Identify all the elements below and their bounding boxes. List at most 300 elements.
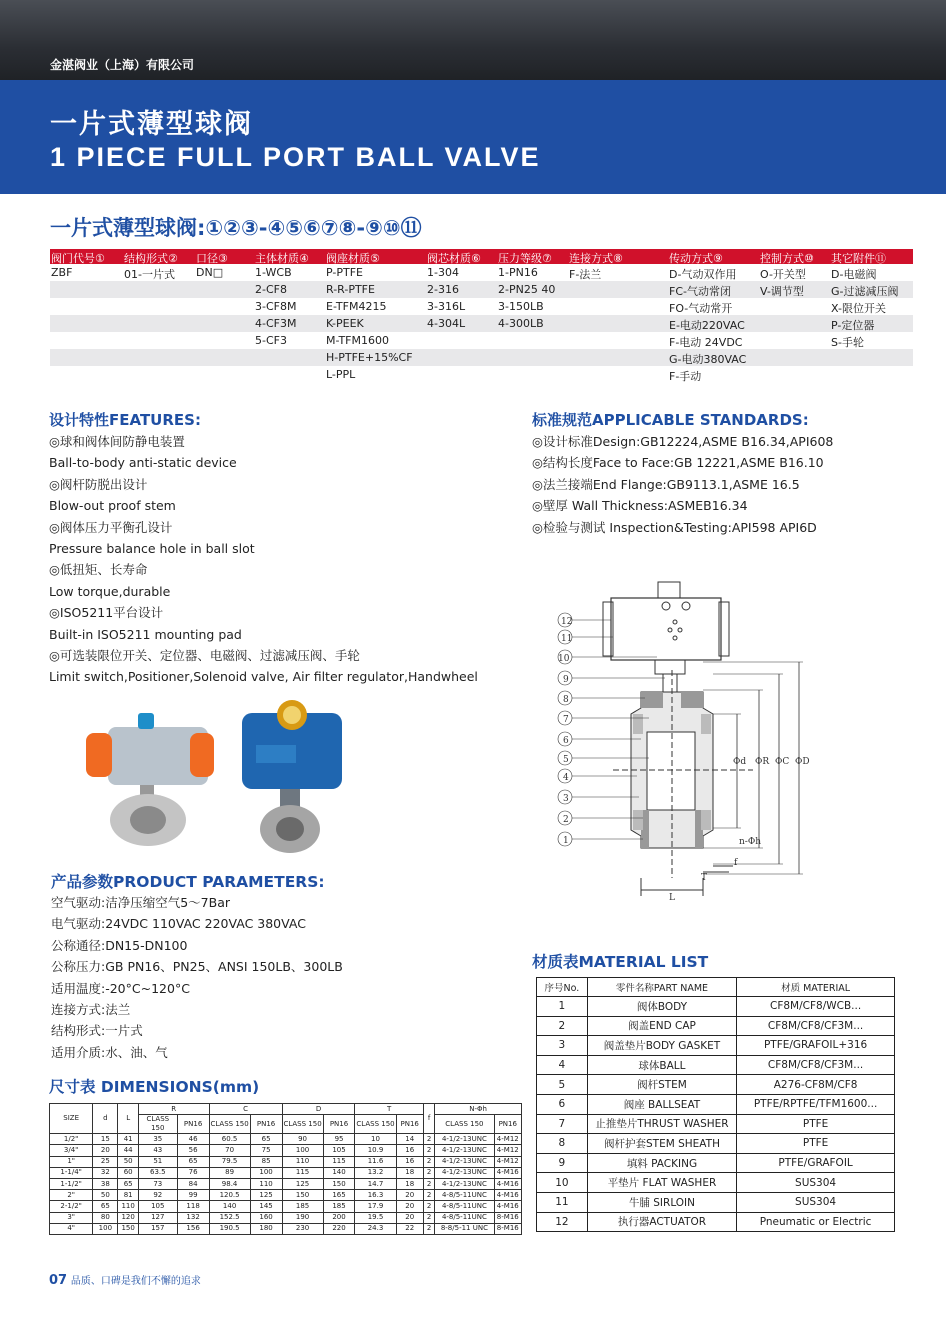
dims-cell: 220 <box>323 1223 355 1234</box>
table-row <box>50 1201 522 1212</box>
dims-cell: 2 <box>423 1178 434 1189</box>
mat-header: 序号No. <box>537 978 588 997</box>
mat-cell: PTFE/RPTFE/TFM1600... <box>737 1094 895 1114</box>
dims-cell: 1/2" <box>50 1134 93 1145</box>
dim-phi-d: Φd <box>733 757 747 767</box>
dims-cell: 80 <box>93 1212 118 1223</box>
mat-cell: 阀杆STEM <box>587 1075 736 1095</box>
mat-cell: 7 <box>537 1114 588 1134</box>
dims-cell: 76 <box>177 1167 209 1178</box>
dim-phi-upper-d: ΦD <box>795 757 810 767</box>
dims-cell: 32 <box>93 1167 118 1178</box>
dim-f: f <box>734 858 738 868</box>
dims-head-pn16: PN16 <box>396 1115 423 1134</box>
dims-head-t: T <box>355 1104 423 1115</box>
dims-cell: 4-1/2-13UNC <box>435 1156 494 1167</box>
dims-head-l: L <box>118 1104 139 1134</box>
mat-cell: 填料 PACKING <box>587 1153 736 1173</box>
dims-cell: 60.5 <box>209 1134 250 1145</box>
dims-cell: 150 <box>323 1178 355 1189</box>
dims-cell: 4-8/5-11UNC <box>435 1212 494 1223</box>
dims-cell: 4-1/2-13UNC <box>435 1134 494 1145</box>
dims-cell: 84 <box>177 1178 209 1189</box>
dims-cell: 4-1/2-13UNC <box>435 1178 494 1189</box>
list-item: ◎阀杆防脱出设计 <box>49 476 148 492</box>
mat-cell: 6 <box>537 1094 588 1114</box>
code-cell: 2-CF8 <box>255 283 287 296</box>
dims-cell: 1" <box>50 1156 93 1167</box>
table-row <box>537 1134 895 1154</box>
dims-head-r: R <box>138 1104 209 1115</box>
table-row <box>50 1134 522 1145</box>
dims-cell: 140 <box>323 1167 355 1178</box>
table-row <box>537 1153 895 1173</box>
table-row <box>50 1212 522 1223</box>
code-cell: O-开关型 <box>760 268 806 281</box>
dims-cell: 70 <box>209 1145 250 1156</box>
features-list <box>49 431 478 688</box>
code-cell: V-调节型 <box>760 285 804 298</box>
callout-12: 12 <box>561 617 573 627</box>
dims-cell: 98.4 <box>209 1178 250 1189</box>
code-header-7: 压力等级⑦ <box>498 252 552 265</box>
mat-cell: A276-CF8M/CF8 <box>737 1075 895 1095</box>
mat-cell: 11 <box>537 1192 588 1212</box>
dims-cell: 50 <box>118 1156 139 1167</box>
dims-cell: 2" <box>50 1190 93 1201</box>
code-cell: 1-WCB <box>255 266 292 279</box>
dims-cell: 79.5 <box>209 1156 250 1167</box>
table-row <box>537 1036 895 1056</box>
mat-cell: 阀杆护套STEM SHEATH <box>587 1134 736 1154</box>
dims-head-pn16: PN16 <box>177 1115 209 1134</box>
dims-head-f: f <box>423 1104 434 1134</box>
dims-cell: 100 <box>93 1223 118 1234</box>
callout-1: 1 <box>563 836 569 846</box>
dims-cell: 10.9 <box>355 1145 396 1156</box>
dims-cell: 4-M12 <box>494 1134 521 1145</box>
dims-cell: 65 <box>93 1201 118 1212</box>
code-cell: E-TFM4215 <box>326 300 387 313</box>
code-cell: 4-CF3M <box>255 317 297 330</box>
dims-cell: 150 <box>118 1223 139 1234</box>
list-item: ◎球和阀体间防静电装置 <box>49 434 185 449</box>
dims-head-class150: CLASS 150 <box>435 1115 494 1134</box>
dims-cell: 46 <box>177 1134 209 1145</box>
dims-title: 尺寸表 DIMENSIONS(mm) <box>49 1078 260 1096</box>
dims-cell: 81 <box>118 1190 139 1201</box>
dims-cell: 65 <box>177 1156 209 1167</box>
dims-cell: 89 <box>209 1167 250 1178</box>
dims-cell: 4-8/5-11UNC <box>435 1190 494 1201</box>
dims-cell: 4-M16 <box>494 1167 521 1178</box>
dims-cell: 92 <box>138 1190 177 1201</box>
dims-cell: 2 <box>423 1167 434 1178</box>
dims-cell: 120.5 <box>209 1190 250 1201</box>
mat-cell: Pneumatic or Electric <box>737 1212 895 1232</box>
dims-cell: 165 <box>323 1190 355 1201</box>
list-item: ◎结构长度Face to Face:GB 12221,ASME B16.10 <box>532 455 824 471</box>
mat-cell: 8 <box>537 1134 588 1154</box>
list-item: ◎可选装限位开关、定位器、电磁阀、过滤减压阀、手轮 <box>49 647 360 663</box>
dims-cell: 2-1/2" <box>50 1201 93 1212</box>
dims-cell: 16 <box>396 1156 423 1167</box>
dims-cell: 14 <box>396 1134 423 1145</box>
dims-cell: 4-8/5-11UNC <box>435 1201 494 1212</box>
mat-cell: 9 <box>537 1153 588 1173</box>
dims-cell: 60 <box>118 1167 139 1178</box>
table-row <box>537 1212 895 1232</box>
dims-cell: 4-M16 <box>494 1178 521 1189</box>
dims-head-class150: CLASS 150 <box>209 1115 250 1134</box>
callout-7: 7 <box>563 715 569 725</box>
dims-cell: 13.2 <box>355 1167 396 1178</box>
dims-cell: 8-8/5-11 UNC <box>435 1223 494 1234</box>
code-cell: H-PTFE+15%CF <box>326 351 413 364</box>
table-row <box>50 1156 522 1167</box>
code-cell: G-过滤减压阀 <box>831 285 899 298</box>
code-row <box>50 264 913 281</box>
code-header-10: 控制方式⑩ <box>760 252 814 265</box>
dims-cell: 41 <box>118 1134 139 1145</box>
code-cell: D-电磁阀 <box>831 268 877 281</box>
list-item: 电气驱动:24VDC 110VAC 220VAC 380VAC <box>51 916 306 932</box>
list-item: Limit switch,Positioner,Solenoid valve, Air filter regulator,Handwheel <box>49 669 478 685</box>
dims-cell: 100 <box>250 1167 282 1178</box>
code-cell: P-定位器 <box>831 319 875 332</box>
list-item: 适用温度:-20°C~120°C <box>51 980 190 996</box>
code-header-9: 传动方式⑨ <box>669 252 723 265</box>
dims-cell: 115 <box>282 1167 323 1178</box>
dims-cell: 75 <box>250 1145 282 1156</box>
code-cell: 2-PN25 40 <box>498 283 556 296</box>
dims-cell: 2 <box>423 1156 434 1167</box>
code-cell: F-法兰 <box>569 268 602 281</box>
dims-cell: 20 <box>396 1190 423 1201</box>
dims-cell: 190.5 <box>209 1223 250 1234</box>
dims-cell: 20 <box>396 1212 423 1223</box>
mat-cell: 10 <box>537 1173 588 1193</box>
code-cell: FC-气动常闭 <box>669 285 731 298</box>
code-cell: M-TFM1600 <box>326 334 389 347</box>
dims-cell: 43 <box>138 1145 177 1156</box>
dims-cell: 20 <box>396 1201 423 1212</box>
dims-cell: 105 <box>138 1201 177 1212</box>
code-header-8: 连接方式⑧ <box>569 252 623 265</box>
code-header-3: 口径③ <box>196 252 228 265</box>
table-row <box>50 1223 522 1234</box>
code-cell: 1-304 <box>427 266 459 279</box>
dims-cell: 230 <box>282 1223 323 1234</box>
page-title-cn: 一片式薄型球阀 <box>50 109 253 140</box>
code-row <box>50 298 913 315</box>
dims-cell: 85 <box>250 1156 282 1167</box>
features-title: 设计特性FEATURES: <box>49 411 201 429</box>
table-row <box>50 1178 522 1189</box>
code-cell: 5-CF3 <box>255 334 287 347</box>
mat-header: 材质 MATERIAL <box>737 978 895 997</box>
list-item: 适用介质:水、油、气 <box>51 1044 168 1060</box>
mat-cell: 阀座 BALLSEAT <box>587 1094 736 1114</box>
callout-11: 11 <box>561 634 573 644</box>
code-cell: P-PTFE <box>326 266 363 279</box>
code-cell: 3-316L <box>427 300 466 313</box>
dims-head-pn16: PN16 <box>250 1115 282 1134</box>
mat-cell: 阀盖垫片BODY GASKET <box>587 1036 736 1056</box>
dims-cell: 20 <box>93 1145 118 1156</box>
dims-cell: 118 <box>177 1201 209 1212</box>
dims-cell: 65 <box>250 1134 282 1145</box>
dims-cell: 156 <box>177 1223 209 1234</box>
list-item: ◎ISO5211平台设计 <box>49 605 164 621</box>
callout-5: 5 <box>563 755 569 765</box>
pneumatic-valve-photo <box>78 695 218 855</box>
code-cell: F-手动 <box>669 370 702 383</box>
code-row <box>50 332 913 349</box>
dims-cell: 150 <box>282 1190 323 1201</box>
dims-head-nh: N-Φh <box>435 1104 522 1115</box>
dims-cell: 8-M16 <box>494 1223 521 1234</box>
mat-cell: 5 <box>537 1075 588 1095</box>
dims-cell: 11.6 <box>355 1156 396 1167</box>
dims-cell: 2 <box>423 1201 434 1212</box>
dims-head-dd: D <box>282 1104 355 1115</box>
dims-cell: 16 <box>396 1145 423 1156</box>
dims-cell: 8-M16 <box>494 1212 521 1223</box>
code-table <box>50 249 913 383</box>
callout-4: 4 <box>563 773 569 783</box>
code-cell: X-限位开关 <box>831 302 886 315</box>
code-cell: DN□ <box>196 266 224 279</box>
callout-10: 10 <box>558 654 570 664</box>
dims-cell: 2 <box>423 1190 434 1201</box>
dims-cell: 38 <box>93 1178 118 1189</box>
table-row <box>537 997 895 1017</box>
callout-3: 3 <box>563 794 569 804</box>
list-item: Low torque,durable <box>49 583 171 599</box>
code-cell: ZBF <box>51 266 73 279</box>
company-name: 金湛阀业（上海）有限公司 <box>50 58 195 72</box>
table-row <box>537 1192 895 1212</box>
code-header-2: 结构形式② <box>124 252 178 265</box>
dims-cell: 125 <box>250 1190 282 1201</box>
dims-cell: 132 <box>177 1212 209 1223</box>
code-row <box>50 281 913 298</box>
code-cell: S-手轮 <box>831 336 864 349</box>
material-table <box>536 977 895 1232</box>
code-cell: FO-气动常开 <box>669 302 733 315</box>
electric-valve-photo <box>230 695 360 855</box>
callout-8: 8 <box>563 695 569 705</box>
table-row <box>50 1145 522 1156</box>
table-row <box>537 1114 895 1134</box>
dims-cell: 4-1/2-13UNC <box>435 1167 494 1178</box>
mat-cell: 12 <box>537 1212 588 1232</box>
dims-cell: 17.9 <box>355 1201 396 1212</box>
mat-cell: 止推垫片THRUST WASHER <box>587 1114 736 1134</box>
dims-cell: 51 <box>138 1156 177 1167</box>
code-cell: R-R-PTFE <box>326 283 375 296</box>
dims-cell: 63.5 <box>138 1167 177 1178</box>
dims-cell: 3" <box>50 1212 93 1223</box>
code-cell: F-电动 24VDC <box>669 336 743 349</box>
dims-cell: 3/4" <box>50 1145 93 1156</box>
mat-cell: 4 <box>537 1055 588 1075</box>
dims-cell: 2 <box>423 1212 434 1223</box>
list-item: 连接方式:法兰 <box>51 1001 131 1017</box>
code-row <box>50 315 913 332</box>
mat-header: 零件名称PART NAME <box>587 978 736 997</box>
list-item: Built-in ISO5211 mounting pad <box>49 626 242 642</box>
dims-cell: 4-M12 <box>494 1145 521 1156</box>
code-table-header <box>50 249 913 264</box>
code-header-6: 阀芯材质⑥ <box>427 252 481 265</box>
dims-cell: 120 <box>118 1212 139 1223</box>
code-cell: L-PPL <box>326 368 356 381</box>
code-cell: K-PEEK <box>326 317 364 330</box>
dims-cell: 190 <box>282 1212 323 1223</box>
list-item: 公称通径:DN15-DN100 <box>51 937 188 953</box>
table-row <box>537 1094 895 1114</box>
dims-cell: 95 <box>323 1134 355 1145</box>
dims-cell: 18 <box>396 1178 423 1189</box>
dims-cell: 200 <box>323 1212 355 1223</box>
dims-cell: 157 <box>138 1223 177 1234</box>
dims-head-d: d <box>93 1104 118 1134</box>
dims-cell: 44 <box>118 1145 139 1156</box>
mat-cell: PTFE/GRAFOIL+316 <box>737 1036 895 1056</box>
callout-6: 6 <box>563 736 569 746</box>
dims-head-pn16: PN16 <box>494 1115 521 1134</box>
dims-head-class150: CLASS 150 <box>138 1115 177 1134</box>
mat-cell: CF8M/CF8/CF3M... <box>737 1016 895 1036</box>
code-cell: 3-CF8M <box>255 300 297 313</box>
dims-cell: 99 <box>177 1190 209 1201</box>
mat-cell: SUS304 <box>737 1173 895 1193</box>
mat-cell: CF8M/CF8/WCB... <box>737 997 895 1017</box>
mat-cell: 3 <box>537 1036 588 1056</box>
material-title: 材质表MATERIAL LIST <box>532 953 709 971</box>
dims-cell: 180 <box>250 1223 282 1234</box>
list-item: ◎设计标准Design:GB12224,ASME B16.34,API608 <box>532 434 834 449</box>
code-header-4: 主体材质④ <box>255 252 309 265</box>
dims-cell: 2 <box>423 1134 434 1145</box>
dims-cell: 2 <box>423 1223 434 1234</box>
mat-cell: PTFE <box>737 1114 895 1134</box>
table-row <box>50 1190 522 1201</box>
code-cell: 1-PN16 <box>498 266 538 279</box>
table-row <box>50 1167 522 1178</box>
dims-cell: 1-1/4" <box>50 1167 93 1178</box>
mat-cell: 1 <box>537 997 588 1017</box>
dims-head-pn16: PN16 <box>323 1115 355 1134</box>
code-cell: D-气动双作用 <box>669 268 737 281</box>
dims-cell: 4-M16 <box>494 1201 521 1212</box>
dims-cell: 4" <box>50 1223 93 1234</box>
footer-slogan: 品质、口碑是我们不懈的追求 <box>70 1276 201 1287</box>
dims-cell: 125 <box>282 1178 323 1189</box>
list-item: Pressure balance hole in ball slot <box>49 540 255 556</box>
dims-head-class150: CLASS 150 <box>282 1115 323 1134</box>
dims-cell: 56 <box>177 1145 209 1156</box>
code-title: 一片式薄型球阀:①②③-④⑤⑥⑦⑧-⑨⑩⑪ <box>50 216 422 240</box>
dims-cell: 1-1/2" <box>50 1178 93 1189</box>
dims-cell: 22 <box>396 1223 423 1234</box>
list-item: 公称压力:GB PN16、PN25、ANSI 150LB、300LB <box>51 959 343 975</box>
code-header-5: 阀座材质⑤ <box>326 252 380 265</box>
dim-l: L <box>669 893 675 903</box>
standards-list <box>532 431 833 538</box>
table-row <box>537 1055 895 1075</box>
dims-cell: 185 <box>282 1201 323 1212</box>
dims-head-class150: CLASS 150 <box>355 1115 396 1134</box>
callout-9: 9 <box>563 675 569 685</box>
table-row <box>537 1075 895 1095</box>
dims-cell: 152.5 <box>209 1212 250 1223</box>
list-item: 空气驱动:洁净压缩空气5～7Bar <box>51 895 230 910</box>
valve-section-drawing <box>553 578 823 908</box>
dims-cell: 14.7 <box>355 1178 396 1189</box>
list-item: ◎阀体压力平衡孔设计 <box>49 519 173 535</box>
code-row <box>50 349 913 366</box>
list-item: ◎壁厚 Wall Thickness:ASMEB16.34 <box>532 498 748 514</box>
code-cell: G-电动380VAC <box>669 353 747 366</box>
dims-cell: 145 <box>250 1201 282 1212</box>
dims-cell: 10 <box>355 1134 396 1145</box>
code-cell: 01-一片式 <box>124 268 175 281</box>
dims-cell: 50 <box>93 1190 118 1201</box>
dims-cell: 4-M12 <box>494 1156 521 1167</box>
code-cell: 3-150LB <box>498 300 544 313</box>
mat-cell: 阀体BODY <box>587 997 736 1017</box>
code-row <box>50 366 913 383</box>
list-item: 结构形式:一片式 <box>51 1023 143 1039</box>
dims-cell: 110 <box>118 1201 139 1212</box>
dims-head-c: C <box>209 1104 282 1115</box>
dims-cell: 19.5 <box>355 1212 396 1223</box>
page-title-en: 1 PIECE FULL PORT BALL VALVE <box>50 142 541 172</box>
dimensions-table <box>49 1103 522 1235</box>
dims-cell: 73 <box>138 1178 177 1189</box>
mat-cell: 平垫片 FLAT WASHER <box>587 1173 736 1193</box>
dims-cell: 16.3 <box>355 1190 396 1201</box>
dims-cell: 115 <box>323 1156 355 1167</box>
dim-phi-c: ΦC <box>775 757 790 767</box>
list-item: ◎法兰接端End Flange:GB9113.1,ASME 16.5 <box>532 476 800 492</box>
dims-head-size: SIZE <box>50 1104 93 1134</box>
code-header-1: 阀门代号① <box>51 252 105 265</box>
footer <box>49 1272 201 1288</box>
params-list <box>51 892 343 1063</box>
dims-cell: 4-1/2-13UNC <box>435 1145 494 1156</box>
params-title: 产品参数PRODUCT PARAMETERS: <box>51 873 325 891</box>
dims-cell: 160 <box>250 1212 282 1223</box>
dims-cell: 15 <box>93 1134 118 1145</box>
code-cell: E-电动220VAC <box>669 319 745 332</box>
mat-cell: 阀盖END CAP <box>587 1016 736 1036</box>
mat-cell: 执行器ACTUATOR <box>587 1212 736 1232</box>
mat-cell: CF8M/CF8/CF3M... <box>737 1055 895 1075</box>
mat-cell: SUS304 <box>737 1192 895 1212</box>
mat-cell: PTFE <box>737 1134 895 1154</box>
page-number: 07 <box>49 1273 68 1288</box>
table-row <box>537 1016 895 1036</box>
dims-cell: 185 <box>323 1201 355 1212</box>
dims-cell: 140 <box>209 1201 250 1212</box>
list-item: ◎低扭矩、长寿命 <box>49 562 148 578</box>
dims-cell: 35 <box>138 1134 177 1145</box>
dim-t: T <box>701 873 708 883</box>
